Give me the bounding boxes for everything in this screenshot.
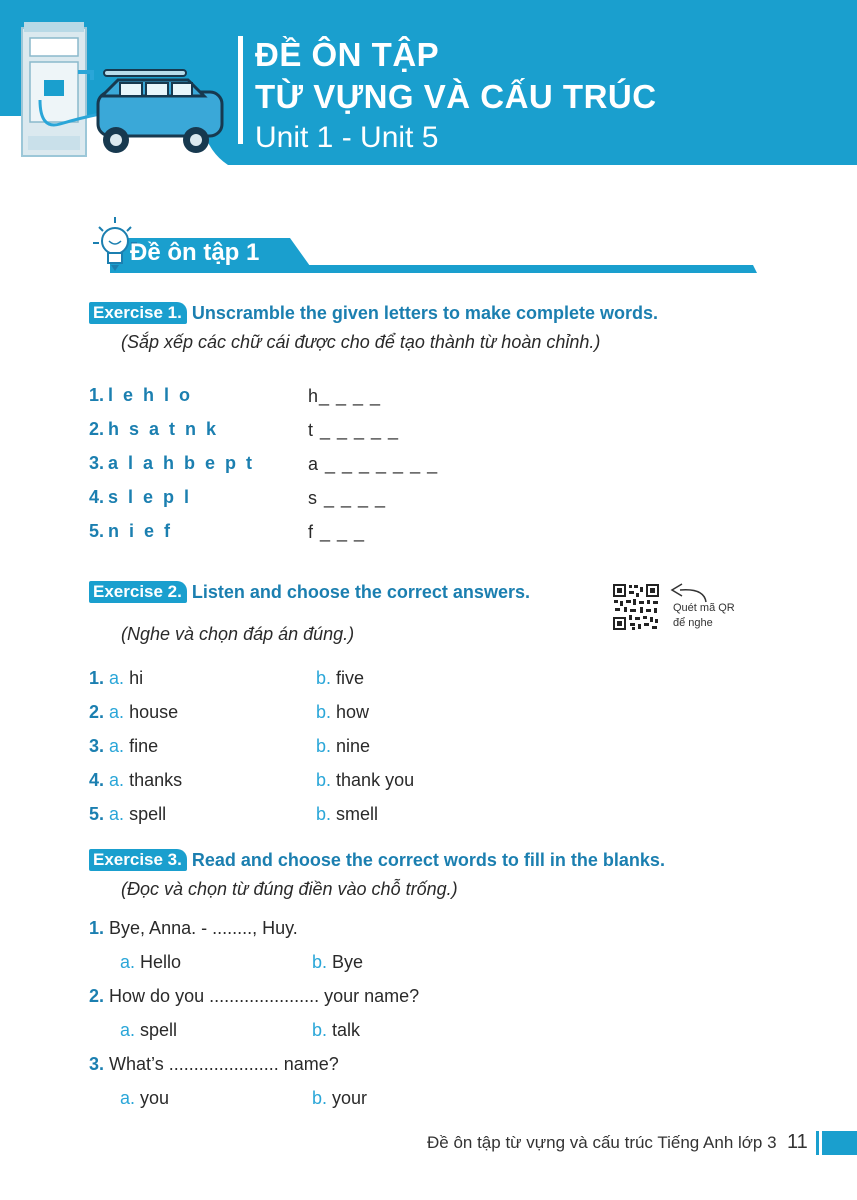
list-item: 5. a. spell <box>89 804 167 824</box>
option-b: b. talk <box>312 1020 361 1040</box>
answer-blank: h_ _ _ _ <box>308 386 382 406</box>
qr-caption-line-2: để nghe <box>673 617 713 629</box>
section-title: Đề ôn tập 1 <box>130 239 260 266</box>
list-item: 4. s l e p l <box>89 487 192 507</box>
list-item: 1. l e h l o <box>89 385 193 405</box>
answer-blank: s _ _ _ _ <box>308 488 387 508</box>
title-line-1: ĐỀ ÔN TẬP <box>255 36 440 73</box>
list-item: 3. a. fine <box>89 736 159 756</box>
list-item: 3. a l a h b e p t <box>89 453 255 473</box>
answer-blank: f _ _ _ <box>308 522 366 542</box>
page-number: 11 <box>787 1131 808 1153</box>
question-item: 2. How do you ...................... your name? <box>89 986 420 1006</box>
option-a: a. Hello <box>120 952 182 972</box>
option-a: a. spell <box>120 1020 178 1040</box>
exercise-3-instruction: Read and choose the correct words to fill in the blanks. <box>191 849 665 870</box>
exercise-1-instruction: Unscramble the given letters to make complete words. <box>191 302 659 323</box>
option-a: a. you <box>120 1088 170 1108</box>
option-b: b. nine <box>316 736 371 756</box>
list-item: 4. a. thanks <box>89 770 183 790</box>
qr-caption <box>673 601 735 631</box>
exercise-1-translation: (Sắp xếp các chữ cái được cho để tạo thành từ hoàn chỉnh.) <box>121 332 601 352</box>
title-divider <box>238 36 243 144</box>
option-b: b. Bye <box>312 952 364 972</box>
list-item: 2. h s a t n k <box>89 419 219 439</box>
exercise-1-tag: Exercise 1. <box>89 302 187 324</box>
answer-blank: t _ _ _ _ _ <box>308 420 400 440</box>
exercise-2-instruction: Listen and choose the correct answers. <box>191 581 530 602</box>
answer-blank: a _ _ _ _ _ _ _ <box>308 454 439 474</box>
exercise-3-translation: (Đọc và chọn từ đúng điền vào chỗ trống.) <box>121 879 458 899</box>
footer-accent-bar <box>822 1131 857 1155</box>
question-item: 1. Bye, Anna. - ........, Huy. <box>89 918 298 938</box>
list-item: 5. n i e f <box>89 521 173 541</box>
page-title <box>255 34 657 158</box>
exercise-1-heading <box>89 301 658 325</box>
question-item: 3. What’s ...................... name? <box>89 1054 339 1074</box>
qr-caption-line-1: Quét mã QR <box>673 602 735 614</box>
list-item: 1. a. hi <box>89 668 144 688</box>
option-b: b. smell <box>316 804 379 824</box>
footer-divider <box>816 1131 819 1155</box>
qr-code-icon[interactable] <box>612 583 660 631</box>
option-b: b. your <box>312 1088 368 1108</box>
option-b: b. thank you <box>316 770 415 790</box>
exercise-2-tag: Exercise 2. <box>89 581 187 603</box>
title-line-2: TỪ VỰNG VÀ CẤU TRÚC <box>255 78 657 115</box>
option-b: b. how <box>316 702 370 722</box>
list-item: 2. a. house <box>89 702 179 722</box>
exercise-2-translation: (Nghe và chọn đáp án đúng.) <box>121 624 355 644</box>
title-line-3: Unit 1 - Unit 5 <box>255 121 439 154</box>
exercise-3-heading <box>89 848 665 872</box>
exercise-3-tag: Exercise 3. <box>89 849 187 871</box>
option-b: b. five <box>316 668 365 688</box>
footer-book-title: Đề ôn tập từ vựng và cấu trúc Tiếng Anh lớp 3 <box>427 1133 777 1152</box>
exercise-2-heading <box>89 580 530 604</box>
